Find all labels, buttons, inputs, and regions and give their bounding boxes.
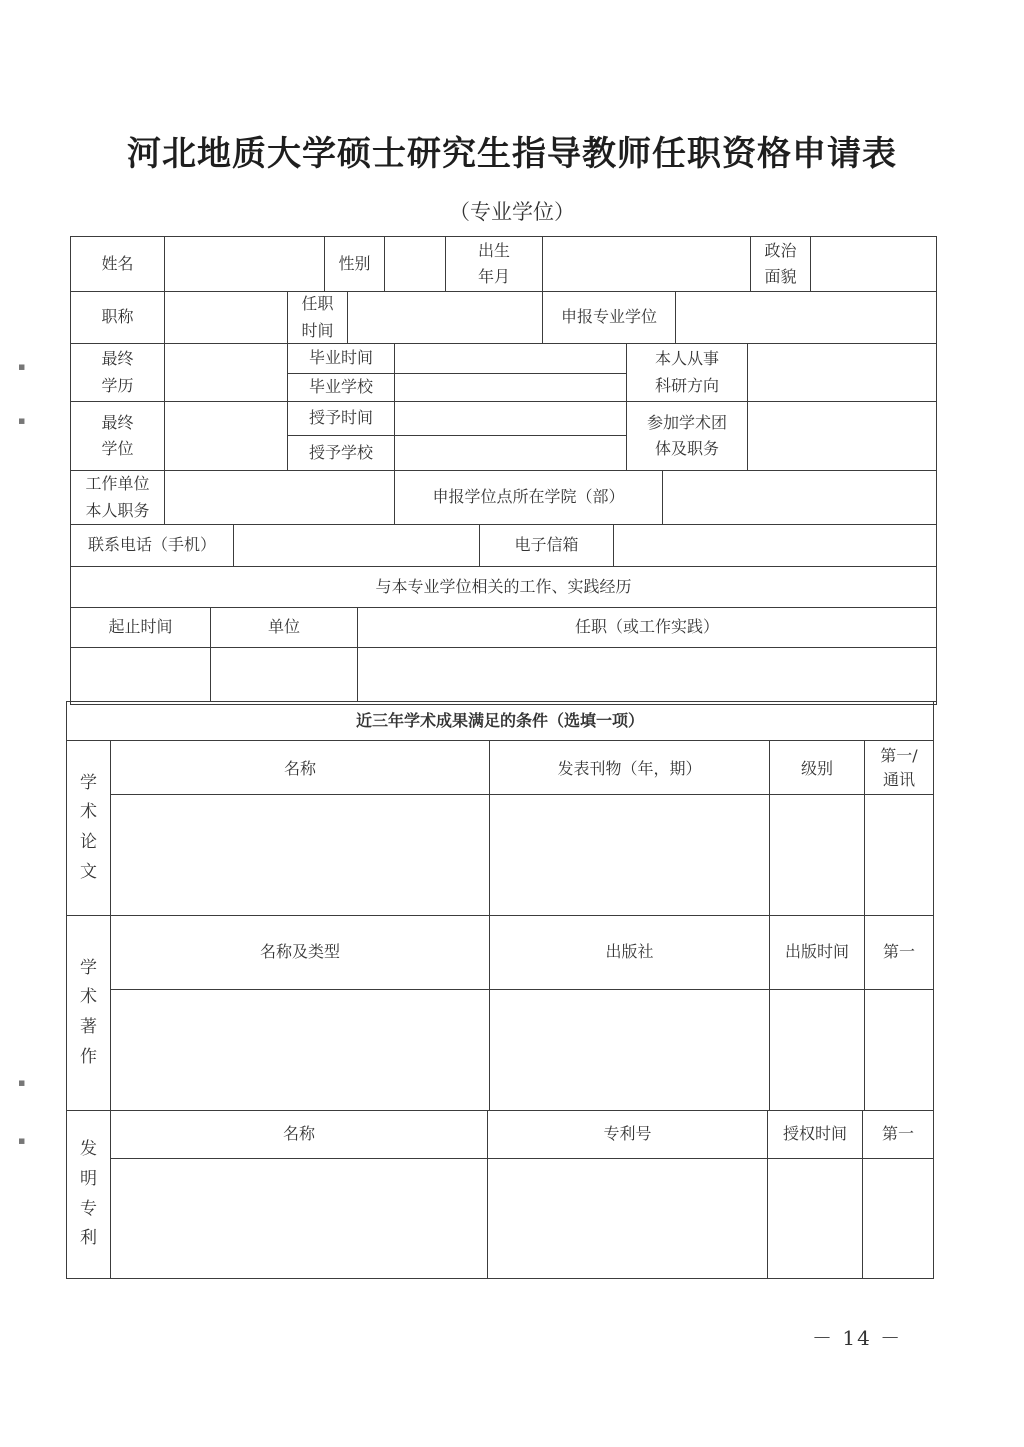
patents-name-field[interactable] <box>110 1158 488 1279</box>
birth-label <box>445 236 543 292</box>
patents-side-char: 利 <box>80 1228 97 1249</box>
apply-degree-field[interactable] <box>675 291 937 344</box>
research-dir-label-line2: 科研方向 <box>654 375 719 395</box>
final-edu-label <box>70 343 165 402</box>
experience-col-role: 任职（或工作实践） <box>357 607 937 648</box>
final-degree-label-line1: 最终 <box>101 412 134 432</box>
title-field[interactable] <box>164 291 288 344</box>
page-number: － 14 － <box>812 1326 903 1350</box>
research-dir-field[interactable] <box>747 343 937 402</box>
final-degree-label-line2: 学位 <box>101 439 134 458</box>
books-side-char: 学 <box>80 957 97 978</box>
books-col-author: 第一 <box>864 915 934 990</box>
papers-col-author <box>864 740 934 795</box>
books-name-field[interactable] <box>110 989 490 1111</box>
experience-period-field[interactable] <box>70 647 211 702</box>
papers-side-char: 文 <box>80 861 97 882</box>
papers-col-name: 名称 <box>110 740 490 795</box>
appoint-time-label <box>287 291 348 344</box>
birth-field[interactable] <box>542 236 751 292</box>
papers-col-journal: 发表刊物（年，期） <box>489 740 770 795</box>
papers-author-field[interactable] <box>864 794 934 916</box>
books-side-label <box>66 915 111 1111</box>
political-label <box>750 236 811 292</box>
name-label: 姓名 <box>70 236 165 292</box>
books-side-char: 术 <box>80 987 97 1008</box>
political-label-line1: 政治 <box>764 240 797 260</box>
experience-col-unit: 单位 <box>210 607 358 648</box>
college-field[interactable] <box>662 470 937 525</box>
academic-group-label-line2: 体及职务 <box>654 439 719 458</box>
college-label: 申报学位点所在学院（部） <box>394 470 663 525</box>
phone-field[interactable] <box>233 524 480 567</box>
patents-number-field[interactable] <box>487 1158 768 1279</box>
patents-col-author: 第一 <box>862 1110 934 1159</box>
papers-side-char: 术 <box>80 802 97 823</box>
patents-col-name: 名称 <box>110 1110 488 1159</box>
birth-label-line2: 年月 <box>477 267 510 286</box>
books-side-char: 作 <box>80 1046 97 1067</box>
academic-group-label <box>626 401 748 471</box>
books-time-field[interactable] <box>769 989 865 1111</box>
gender-label: 性别 <box>324 236 385 292</box>
papers-level-field[interactable] <box>769 794 865 916</box>
patents-side-char: 发 <box>80 1139 97 1159</box>
work-unit-label-line1: 工作单位 <box>85 474 150 494</box>
papers-journal-field[interactable] <box>489 794 770 916</box>
patents-col-number: 专利号 <box>487 1110 768 1159</box>
appoint-time-label-line1: 任职 <box>301 294 334 314</box>
experience-header: 与本专业学位相关的工作、实践经历 <box>70 566 937 608</box>
award-school-label: 授予学校 <box>287 435 395 471</box>
political-label-line2: 面貌 <box>764 267 797 286</box>
patents-side-char: 专 <box>80 1198 97 1219</box>
papers-side-label <box>66 740 111 916</box>
political-field[interactable] <box>810 236 937 292</box>
work-unit-label <box>70 470 165 525</box>
patents-col-time: 授权时间 <box>767 1110 863 1159</box>
books-col-name: 名称及类型 <box>110 915 490 990</box>
final-edu-label-line1: 最终 <box>101 349 134 369</box>
award-time-label: 授予时间 <box>287 401 395 436</box>
award-school-field[interactable] <box>394 435 627 471</box>
books-publisher-field[interactable] <box>489 989 770 1111</box>
grad-time-field[interactable] <box>394 343 627 374</box>
papers-col-author-line2: 通讯 <box>882 769 915 789</box>
patents-side-char: 明 <box>80 1168 97 1189</box>
apply-degree-label: 申报专业学位 <box>542 291 676 344</box>
papers-col-author-line1: 第一/ <box>880 746 918 766</box>
appoint-time-field[interactable] <box>347 291 543 344</box>
form-subtitle: （专业学位） <box>449 200 575 224</box>
grad-school-label: 毕业学校 <box>287 373 395 402</box>
grad-school-field[interactable] <box>394 373 627 402</box>
margin-mark: ▪ <box>18 414 26 427</box>
experience-role-field[interactable] <box>357 647 937 702</box>
name-field[interactable] <box>164 236 325 292</box>
academic-group-label-line1: 参加学术团 <box>646 412 727 432</box>
work-unit-field[interactable] <box>164 470 395 525</box>
final-edu-field[interactable] <box>164 343 288 402</box>
award-time-field[interactable] <box>394 401 627 436</box>
final-edu-label-line2: 学历 <box>101 375 134 395</box>
work-unit-label-line2: 本人职务 <box>85 500 150 520</box>
books-author-field[interactable] <box>864 989 934 1111</box>
title-label: 职称 <box>70 291 165 344</box>
email-label: 电子信箱 <box>479 524 614 567</box>
papers-side-char: 论 <box>80 832 97 852</box>
experience-col-period: 起止时间 <box>70 607 211 648</box>
phone-label: 联系电话（手机） <box>70 524 234 567</box>
birth-label-line1: 出生 <box>477 240 510 260</box>
final-degree-field[interactable] <box>164 401 288 471</box>
experience-unit-field[interactable] <box>210 647 358 702</box>
achievements-header: 近三年学术成果满足的条件（选填一项） <box>66 701 934 741</box>
papers-side-char: 学 <box>80 772 97 793</box>
grad-time-label: 毕业时间 <box>287 343 395 374</box>
books-col-publisher: 出版社 <box>489 915 770 990</box>
margin-mark: ▪ <box>18 360 26 373</box>
patents-author-field[interactable] <box>862 1158 934 1279</box>
form-title: 河北地质大学硕士研究生指导教师任职资格申请表 <box>127 134 897 174</box>
appoint-time-label-line2: 时间 <box>301 320 334 340</box>
patents-side-label <box>66 1110 111 1279</box>
final-degree-label <box>70 401 165 471</box>
gender-field[interactable] <box>384 236 446 292</box>
patents-time-field[interactable] <box>767 1158 863 1279</box>
email-field[interactable] <box>613 524 937 567</box>
books-col-time: 出版时间 <box>769 915 865 990</box>
research-dir-label <box>626 343 748 402</box>
papers-name-field[interactable] <box>110 794 490 916</box>
margin-mark: ▪ <box>18 1134 26 1147</box>
research-dir-label-line1: 本人从事 <box>654 349 719 369</box>
papers-col-level: 级别 <box>769 740 865 795</box>
books-side-char: 著 <box>80 1017 97 1037</box>
academic-group-field[interactable] <box>747 401 937 471</box>
margin-mark: ▪ <box>18 1076 26 1089</box>
